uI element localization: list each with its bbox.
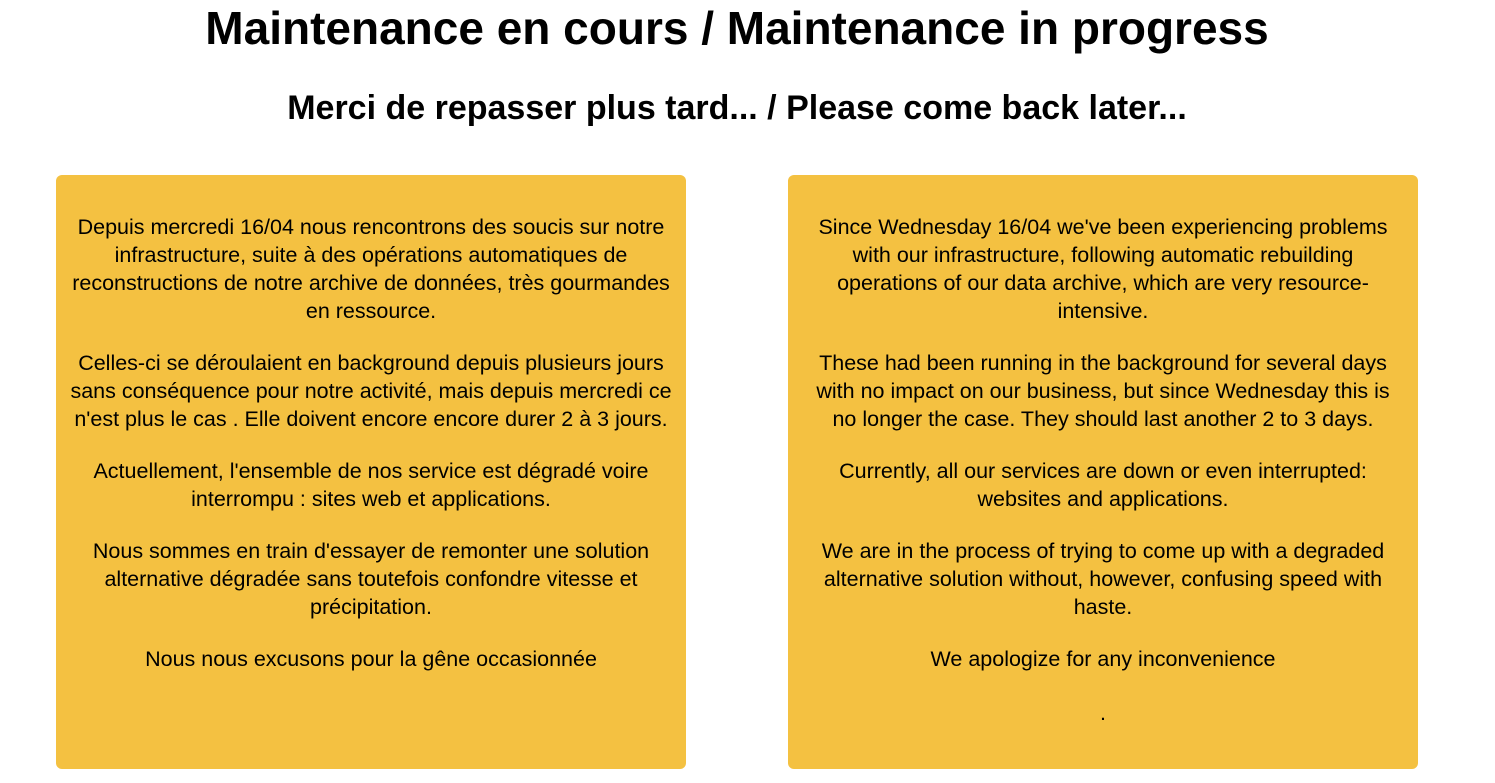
notice-trailing-dot: . [1100, 701, 1106, 725]
notice-paragraph: Currently, all our services are down or even interrupted: websites and applications. [839, 459, 1367, 511]
notice-paragraph: Celles-ci se déroulaient en background depuis plusieurs jours sans conséquence pour notre activité, mais depuis mercredi ce n'est plus le cas . Elle doivent encore encore durer 2 à 3 jours. [70, 351, 672, 431]
notice-paragraph: Depuis mercredi 16/04 nous rencontrons des soucis sur notre infrastructure, suite à des opérations automatiques de reconstructions de notre archive de données, très gourmandes en ressource. [72, 215, 670, 323]
notice-paragraph: We apologize for any inconvenience [930, 647, 1276, 671]
notice-paragraph: Nous nous excusons pour la gêne occasionnée [145, 647, 597, 671]
page-subtitle: Merci de repasser plus tard... / Please come back later... [287, 89, 1187, 127]
page-title: Maintenance en cours / Maintenance in progress [205, 2, 1269, 54]
notice-paragraph: These had been running in the background for several days with no impact on our business, but since Wednesday this is no longer the case. They should last another 2 to 3 days. [816, 351, 1390, 431]
notice-card-french [56, 175, 686, 769]
notice-paragraph: Since Wednesday 16/04 we've been experiencing problems with our infrastructure, following automatic rebuilding operations of our data archive, which are very resource-intensive. [818, 215, 1388, 323]
notice-paragraph: We are in the process of trying to come up with a degraded alternative solution without, however, confusing speed with haste. [821, 539, 1385, 619]
notice-paragraph: Actuellement, l'ensemble de nos service est dégradé voire interrompu : sites web et applications. [93, 459, 649, 511]
notice-paragraph: Nous sommes en train d'essayer de remonter une solution alternative dégradée sans toutefois confondre vitesse et précipitation. [92, 539, 650, 619]
notice-card-english [788, 175, 1418, 769]
